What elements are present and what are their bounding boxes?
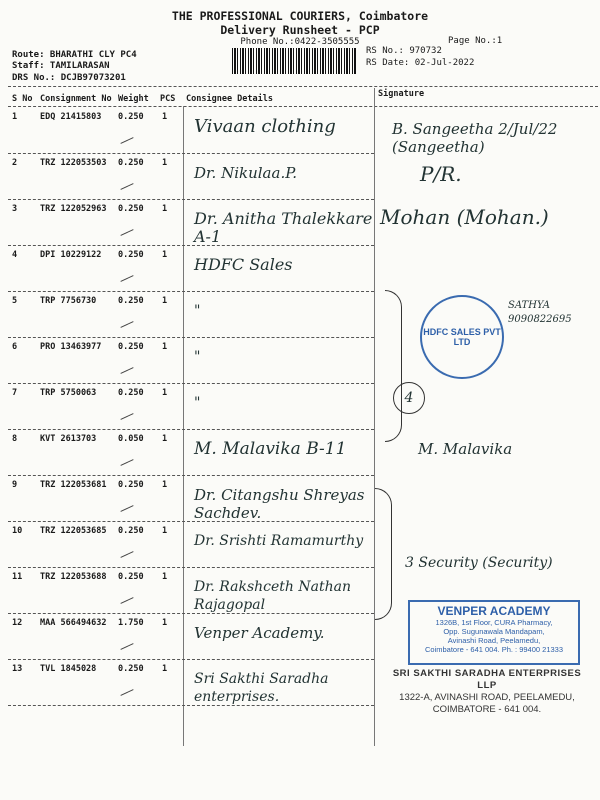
row-tick-mark [120, 137, 133, 144]
row-pcs: 1 [162, 204, 168, 214]
row-consignee: Dr. Rakshceth Nathan Rajagopal [194, 579, 351, 613]
row-weight: 0.250 [118, 388, 144, 398]
row-consignee: Dr. Srishti Ramamurthy [194, 533, 364, 549]
row-consignment-no: EDQ 21415803 [40, 112, 102, 122]
row-pcs: 1 [162, 296, 168, 306]
row-pcs: 1 [162, 618, 168, 628]
hdfc-receiver-name: SATHYA [508, 300, 550, 311]
row-tick-mark [120, 275, 133, 282]
barcode [232, 48, 357, 74]
row-tick-mark [120, 183, 133, 190]
row-consignee: " [194, 303, 201, 319]
row-tick-mark [120, 689, 133, 696]
signature-2: P/R. [420, 162, 462, 186]
row-weight: 1.750 [118, 618, 144, 628]
row-consignment-no: TRZ 122053688 [40, 572, 107, 582]
row-consignment-no: TRZ 122053685 [40, 526, 107, 536]
rs-date: RS Date: 02-Jul-2022 [366, 58, 475, 68]
row-tick-mark [120, 597, 133, 604]
hdfc-stamp [420, 295, 504, 379]
drs-number: DRS No.: DCJB97073201 [12, 73, 126, 83]
row-tick-mark [120, 229, 133, 236]
sakthi-stamp-line2: COIMBATORE - 641 004. [432, 704, 542, 715]
col-sno: S No [12, 94, 33, 104]
hdfc-stamp-text: HDFC SALES PVT LTD [423, 327, 501, 347]
hdfc-count-circle: 4 [393, 382, 425, 414]
row-weight: 0.250 [118, 204, 144, 214]
header-divider [8, 86, 598, 87]
row-sno: 12 [12, 618, 23, 628]
row-sno: 11 [12, 572, 23, 582]
row-divider [8, 291, 374, 292]
venper-stamp-line4: Coimbatore - 641 004. Ph. : 99400 21333 [424, 645, 563, 654]
row-weight: 0.250 [118, 250, 144, 260]
company-title: THE PROFESSIONAL COURIERS, Coimbatore [171, 9, 429, 23]
sakthi-stamp [384, 668, 590, 716]
column-header-divider [8, 106, 598, 107]
row-pcs: 1 [162, 526, 168, 536]
row-weight: 0.250 [118, 112, 144, 122]
row-consignee: " [194, 349, 201, 365]
row-weight: 0.250 [118, 158, 144, 168]
page-number: Page No.:1 [448, 36, 503, 46]
signature-8: M. Malavika [418, 440, 513, 458]
row-consignment-no: TRZ 122053681 [40, 480, 107, 490]
row-tick-mark [120, 321, 133, 328]
row-consignment-no: MAA 566494632 [40, 618, 107, 628]
row-sno: 13 [12, 664, 23, 674]
row-consignee: " [194, 395, 201, 411]
row-weight: 0.250 [118, 526, 144, 536]
row-tick-mark [120, 505, 133, 512]
row-divider [8, 567, 374, 568]
phone-number: Phone No.:0422-3505555 [240, 37, 360, 47]
row-consignee: Vivaan clothing [194, 116, 336, 137]
row-consignee: Dr. Nikulaa.P. [194, 164, 298, 182]
row-tick-mark [120, 413, 133, 420]
row-consignment-no: KVT 2613703 [40, 434, 97, 444]
row-weight: 0.250 [118, 296, 144, 306]
row-sno: 7 [12, 388, 18, 398]
row-weight: 0.250 [118, 664, 144, 674]
consignee-column-line [183, 106, 184, 746]
row-pcs: 1 [162, 480, 168, 490]
hdfc-bracket [385, 290, 402, 442]
row-sno: 10 [12, 526, 23, 536]
row-divider [8, 199, 374, 200]
row-divider [8, 705, 374, 706]
row-pcs: 1 [162, 434, 168, 444]
col-consignment: Consignment No [40, 94, 112, 104]
row-sno: 9 [12, 480, 18, 490]
row-tick-mark [120, 459, 133, 466]
venper-stamp-line2: Opp. Sugunawala Mandapam, [443, 627, 545, 636]
row-divider [8, 245, 374, 246]
row-tick-mark [120, 643, 133, 650]
row-consignee: Dr. Anitha Thalekkare A-1 [194, 209, 373, 246]
row-consignment-no: TRZ 122052963 [40, 204, 107, 214]
row-divider [8, 153, 374, 154]
route: Route: BHARATHI CLY PC4 [12, 50, 137, 60]
row-sno: 1 [12, 112, 18, 122]
row-divider [8, 659, 374, 660]
signature-1: B. Sangeetha 2/Jul/22 (Sangeetha) [392, 120, 558, 156]
col-signature: Signature [378, 89, 425, 99]
row-consignee: Venper Academy. [194, 624, 325, 642]
row-weight: 0.050 [118, 434, 144, 444]
row-divider [8, 337, 374, 338]
col-consignee: Consignee Details [186, 94, 273, 104]
venper-stamp [408, 600, 580, 665]
sakthi-stamp-title: SRI SAKTHI SARADHA ENTERPRISES LLP [392, 668, 582, 691]
row-tick-mark [120, 551, 133, 558]
row-consignment-no: TRZ 122053503 [40, 158, 107, 168]
col-weight: Weight [118, 94, 149, 104]
row-pcs: 1 [162, 158, 168, 168]
row-consignee: Sri Sakthi Saradha enterprises. [194, 671, 329, 705]
row-consignment-no: DPI 10229122 [40, 250, 102, 260]
row-pcs: 1 [162, 112, 168, 122]
row-divider [8, 475, 374, 476]
row-divider [8, 383, 374, 384]
row-sno: 2 [12, 158, 18, 168]
rs-number: RS No.: 970732 [366, 46, 442, 56]
venper-stamp-line3: Avinashi Road, Peelamedu, [447, 636, 541, 645]
row-sno: 8 [12, 434, 18, 444]
row-divider [8, 429, 374, 430]
row-tick-mark [120, 367, 133, 374]
row-pcs: 1 [162, 250, 168, 260]
row-weight: 0.250 [118, 342, 144, 352]
row-sno: 3 [12, 204, 18, 214]
row-weight: 0.250 [118, 480, 144, 490]
row-pcs: 1 [162, 664, 168, 674]
hdfc-receiver-phone: 9090822695 [508, 314, 572, 325]
venper-stamp-title: VENPER ACADEMY [437, 604, 551, 618]
row-weight: 0.250 [118, 572, 144, 582]
row-pcs: 1 [162, 342, 168, 352]
row-divider [8, 521, 374, 522]
row-consignment-no: TRP 5750063 [40, 388, 97, 398]
row-consignee: M. Malavika B-11 [194, 439, 347, 459]
row-consignee: Dr. Citangshu Shreyas Sachdev. [194, 486, 365, 522]
runsheet-subtitle: Delivery Runsheet - PCP [220, 23, 380, 37]
col-pcs: PCS [160, 94, 176, 104]
venper-stamp-line1: 1326B, 1st Floor, CURA Pharmacy, [435, 618, 553, 627]
row-sno: 6 [12, 342, 18, 352]
row-pcs: 1 [162, 572, 168, 582]
row-divider [8, 613, 374, 614]
security-bracket [375, 488, 392, 620]
row-pcs: 1 [162, 388, 168, 398]
row-consignment-no: TRP 7756730 [40, 296, 97, 306]
sakthi-stamp-line1: 1322-A, AVINASHI ROAD, PEELAMEDU, [399, 692, 575, 703]
signature-3: Mohan (Mohan.) [380, 205, 549, 229]
row-consignment-no: TVL 1845028 [40, 664, 97, 674]
row-sno: 4 [12, 250, 18, 260]
row-consignee: HDFC Sales [194, 255, 293, 274]
signature-security: 3 Security (Security) [405, 555, 553, 571]
row-sno: 5 [12, 296, 18, 306]
row-consignment-no: PRO 13463977 [40, 342, 102, 352]
staff: Staff: TAMILARASAN [12, 61, 110, 71]
signature-column-line [374, 88, 375, 746]
